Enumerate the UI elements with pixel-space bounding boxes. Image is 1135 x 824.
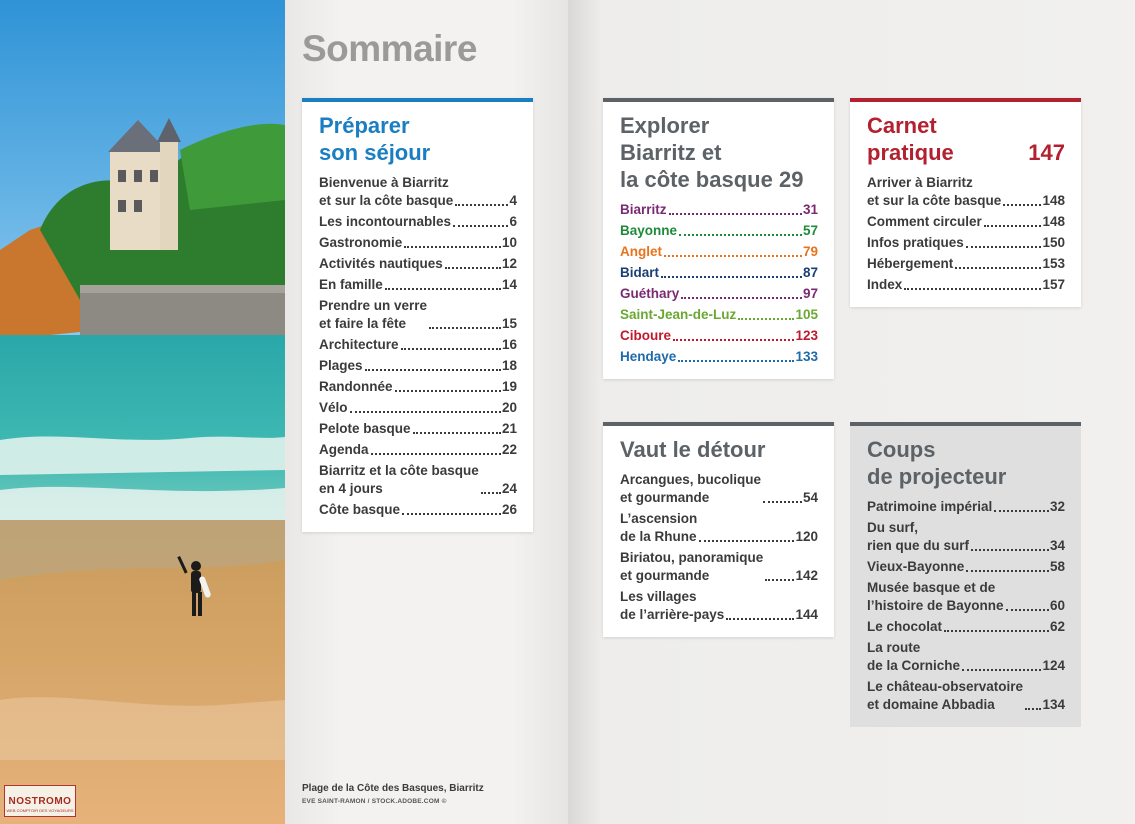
toc-entry[interactable] — [867, 276, 1065, 294]
toc-entry[interactable] — [319, 399, 517, 417]
toc-entry[interactable] — [620, 348, 818, 366]
dot-leader — [404, 246, 501, 248]
toc-entry-page: 87 — [802, 265, 818, 280]
toc-entry[interactable] — [620, 306, 818, 324]
toc-entry-page: 21 — [501, 421, 517, 436]
dot-leader — [726, 618, 794, 620]
card-title-text: Carnet pratique — [867, 113, 954, 165]
toc-entry-page: 148 — [1042, 193, 1065, 208]
card-title — [319, 112, 517, 166]
toc-entry[interactable] — [867, 618, 1065, 636]
toc-entry[interactable] — [319, 276, 517, 294]
toc-entry-page: 133 — [795, 349, 818, 364]
toc-entry-label: Vélo — [319, 400, 348, 415]
toc-entry-label: Index — [867, 277, 903, 292]
toc-entry-page: 12 — [501, 256, 517, 271]
toc-entry-page: 150 — [1042, 235, 1065, 250]
toc-entry-label: En famille — [319, 277, 383, 292]
dot-leader — [413, 432, 501, 434]
toc-entry-page: 31 — [802, 202, 818, 217]
caption-text: Plage de la Côte des Basques, Biarritz — [302, 783, 484, 794]
toc-entry[interactable] — [620, 549, 818, 585]
toc-entry-page: 144 — [795, 607, 818, 622]
toc-entry-page: 34 — [1049, 538, 1065, 553]
toc-list — [620, 471, 818, 624]
card-explorer — [603, 98, 834, 379]
dot-leader — [365, 369, 501, 371]
dot-leader — [944, 630, 1049, 632]
toc-entry-label: Randonnée — [319, 379, 393, 394]
toc-entry-label: Pelote basque — [319, 421, 411, 436]
toc-entry-page: 20 — [501, 400, 517, 415]
toc-entry-label: Arriver à Biarritz et sur la côte basque — [867, 175, 1002, 208]
toc-entry-label: Vieux-Bayonne — [867, 559, 965, 574]
toc-entry[interactable] — [620, 264, 818, 282]
toc-entry[interactable] — [319, 462, 517, 498]
toc-entry-label: Hendaye — [620, 349, 677, 364]
toc-list — [319, 174, 517, 519]
toc-entry-label: Agenda — [319, 442, 369, 457]
toc-entry-label: Plages — [319, 358, 363, 373]
toc-entry-page: 58 — [1049, 559, 1065, 574]
dot-leader — [678, 360, 794, 362]
toc-entry[interactable] — [620, 327, 818, 345]
dot-leader — [738, 318, 794, 320]
toc-entry-page: 123 — [795, 328, 818, 343]
toc-entry-page: 148 — [1042, 214, 1065, 229]
toc-entry-label: Le chocolat — [867, 619, 943, 634]
toc-entry[interactable] — [867, 255, 1065, 273]
dot-leader — [955, 267, 1041, 269]
dot-leader — [1003, 204, 1041, 206]
toc-entry-label: Activités nautiques — [319, 256, 443, 271]
toc-entry[interactable] — [867, 234, 1065, 252]
photo-caption — [302, 783, 484, 805]
toc-entry-page: 79 — [802, 244, 818, 259]
toc-entry-label: La route de la Corniche — [867, 640, 961, 673]
toc-entry-label: Biarritz et la côte basque en 4 jours — [319, 463, 479, 496]
card-carnet-pratique — [850, 98, 1081, 307]
toc-entry-page: 10 — [501, 235, 517, 250]
card-title-text: Explorer Biarritz et la côte basque — [620, 113, 773, 192]
toc-entry-label: Hébergement — [867, 256, 954, 271]
dot-leader — [681, 297, 802, 299]
toc-entry-label: Saint-Jean-de-Luz — [620, 307, 737, 322]
toc-entry-page: 54 — [802, 490, 818, 505]
toc-entry-label: Côte basque — [319, 502, 401, 517]
card-coups-de-projecteur — [850, 422, 1081, 727]
card-title-page: 29 — [778, 167, 804, 192]
toc-entry-label: Arcangues, bucolique et gourmande — [620, 472, 762, 505]
toc-entry-label: Architecture — [319, 337, 399, 352]
dot-leader — [679, 234, 802, 236]
toc-entry-label: Ciboure — [620, 328, 672, 343]
dot-leader — [455, 204, 508, 206]
toc-entry[interactable] — [620, 243, 818, 261]
toc-entry[interactable] — [620, 201, 818, 219]
toc-entry-page: 57 — [802, 223, 818, 238]
toc-entry[interactable] — [620, 471, 818, 507]
toc-entry[interactable] — [867, 498, 1065, 516]
toc-entry[interactable] — [620, 510, 818, 546]
page-title: Sommaire — [302, 28, 477, 69]
toc-entry-label: Musée basque et de l’histoire de Bayonne — [867, 580, 1004, 613]
toc-entry-page: 157 — [1042, 277, 1065, 292]
dot-leader — [765, 579, 794, 581]
logo-name: NOSTROMO — [8, 796, 72, 807]
toc-entry[interactable] — [319, 336, 517, 354]
dot-leader — [994, 510, 1049, 512]
toc-entry-page: 32 — [1049, 499, 1065, 514]
dot-leader — [673, 339, 794, 341]
toc-entry-page: 134 — [1042, 697, 1065, 712]
toc-entry[interactable] — [867, 639, 1065, 675]
toc-entry-page: 6 — [509, 214, 517, 229]
toc-entry-page: 22 — [501, 442, 517, 457]
toc-entry[interactable] — [319, 420, 517, 438]
toc-entry[interactable] — [620, 285, 818, 303]
card-title — [867, 436, 1065, 490]
toc-entry[interactable] — [867, 519, 1065, 555]
toc-entry-page: 60 — [1049, 598, 1065, 613]
toc-entry-label: Prendre un verre et faire la fête — [319, 298, 428, 331]
toc-entry-page: 15 — [501, 316, 517, 331]
dot-leader — [962, 669, 1041, 671]
dot-leader — [661, 276, 802, 278]
toc-entry[interactable] — [319, 234, 517, 252]
toc-entry-page: 124 — [1042, 658, 1065, 673]
toc-entry[interactable] — [319, 357, 517, 375]
toc-entry-label: Comment circuler — [867, 214, 982, 229]
dot-leader — [1025, 708, 1041, 710]
toc-entry-label: Bayonne — [620, 223, 678, 238]
toc-entry[interactable] — [867, 174, 1065, 210]
cover-photo — [0, 0, 285, 824]
toc-entry-label: Infos pratiques — [867, 235, 964, 250]
toc-entry[interactable] — [620, 222, 818, 240]
toc-entry[interactable] — [319, 501, 517, 519]
dot-leader — [984, 225, 1042, 227]
dot-leader — [966, 246, 1042, 248]
dot-leader — [904, 288, 1041, 290]
toc-entry-label: Gastronomie — [319, 235, 403, 250]
dot-leader — [453, 225, 508, 227]
toc-entry-label: L’ascension de la Rhune — [620, 511, 698, 544]
dot-leader — [429, 327, 501, 329]
toc-entry[interactable] — [620, 588, 818, 624]
dot-leader — [699, 540, 794, 542]
toc-entry-page: 26 — [501, 502, 517, 517]
card-title-page: 147 — [1028, 140, 1065, 165]
logo-tagline: WEB COMPTOIR DES VOYAGEURS — [6, 808, 74, 813]
dot-leader — [763, 501, 802, 503]
toc-list — [867, 174, 1065, 294]
toc-entry-label: Guéthary — [620, 286, 680, 301]
toc-entry-label: Biarritz — [620, 202, 667, 217]
dot-leader — [401, 348, 501, 350]
toc-entry-page: 19 — [501, 379, 517, 394]
toc-entry-page: 120 — [795, 529, 818, 544]
toc-entry-page: 16 — [501, 337, 517, 352]
toc-entry[interactable] — [867, 213, 1065, 231]
toc-entry[interactable] — [867, 678, 1065, 714]
card-title — [867, 112, 1065, 166]
card-title — [620, 436, 818, 463]
card-title-text: Coups de projecteur — [867, 437, 1007, 489]
toc-entry-label: Biriatou, panoramique et gourmande — [620, 550, 764, 583]
toc-entry-page: 14 — [501, 277, 517, 292]
toc-entry-page: 142 — [795, 568, 818, 583]
toc-entry-label: Les villages de l’arrière-pays — [620, 589, 725, 622]
nostromo-logo — [4, 785, 76, 817]
dot-leader — [966, 570, 1049, 572]
dot-leader — [481, 492, 501, 494]
dot-leader — [350, 411, 501, 413]
toc-entry[interactable] — [867, 558, 1065, 576]
toc-entry[interactable] — [867, 579, 1065, 615]
toc-list — [620, 201, 818, 366]
toc-entry[interactable] — [319, 174, 517, 210]
toc-entry-label: Bidart — [620, 265, 660, 280]
toc-entry-page: 24 — [501, 481, 517, 496]
card-title — [620, 112, 818, 193]
dot-leader — [445, 267, 501, 269]
toc-entry[interactable] — [319, 378, 517, 396]
card-title-text: Vaut le détour — [620, 437, 766, 462]
card-title-text: Préparer son séjour — [319, 113, 431, 165]
card-vaut-le-detour — [603, 422, 834, 637]
dot-leader — [395, 390, 501, 392]
toc-entry-label: Les incontournables — [319, 214, 452, 229]
toc-entry-page: 62 — [1049, 619, 1065, 634]
toc-entry-page: 97 — [802, 286, 818, 301]
toc-entry-label: Anglet — [620, 244, 662, 259]
toc-entry[interactable] — [319, 213, 517, 231]
toc-entry[interactable] — [319, 297, 517, 333]
toc-entry-page: 4 — [509, 193, 517, 208]
toc-entry-label: Du surf, rien que du surf — [867, 520, 970, 553]
toc-entry-page: 153 — [1042, 256, 1065, 271]
card-preparer-sejour — [302, 98, 533, 532]
dot-leader — [385, 288, 501, 290]
toc-entry[interactable] — [319, 255, 517, 273]
toc-entry-label: Le château-observatoire et domaine Abbadia — [867, 679, 1024, 712]
dot-leader — [971, 549, 1049, 551]
toc-list — [867, 498, 1065, 714]
toc-entry-page: 105 — [795, 307, 818, 322]
dot-leader — [664, 255, 802, 257]
dot-leader — [371, 453, 501, 455]
toc-entry[interactable] — [319, 441, 517, 459]
toc-entry-label: Patrimoine impérial — [867, 499, 993, 514]
toc-entry-label: Bienvenue à Biarritz et sur la côte basque — [319, 175, 454, 208]
dot-leader — [669, 213, 802, 215]
photo-credit: EVE SAINT-RAMON / STOCK.ADOBE.COM © — [302, 798, 447, 805]
dot-leader — [1006, 609, 1049, 611]
toc-entry-page: 18 — [501, 358, 517, 373]
dot-leader — [402, 513, 501, 515]
